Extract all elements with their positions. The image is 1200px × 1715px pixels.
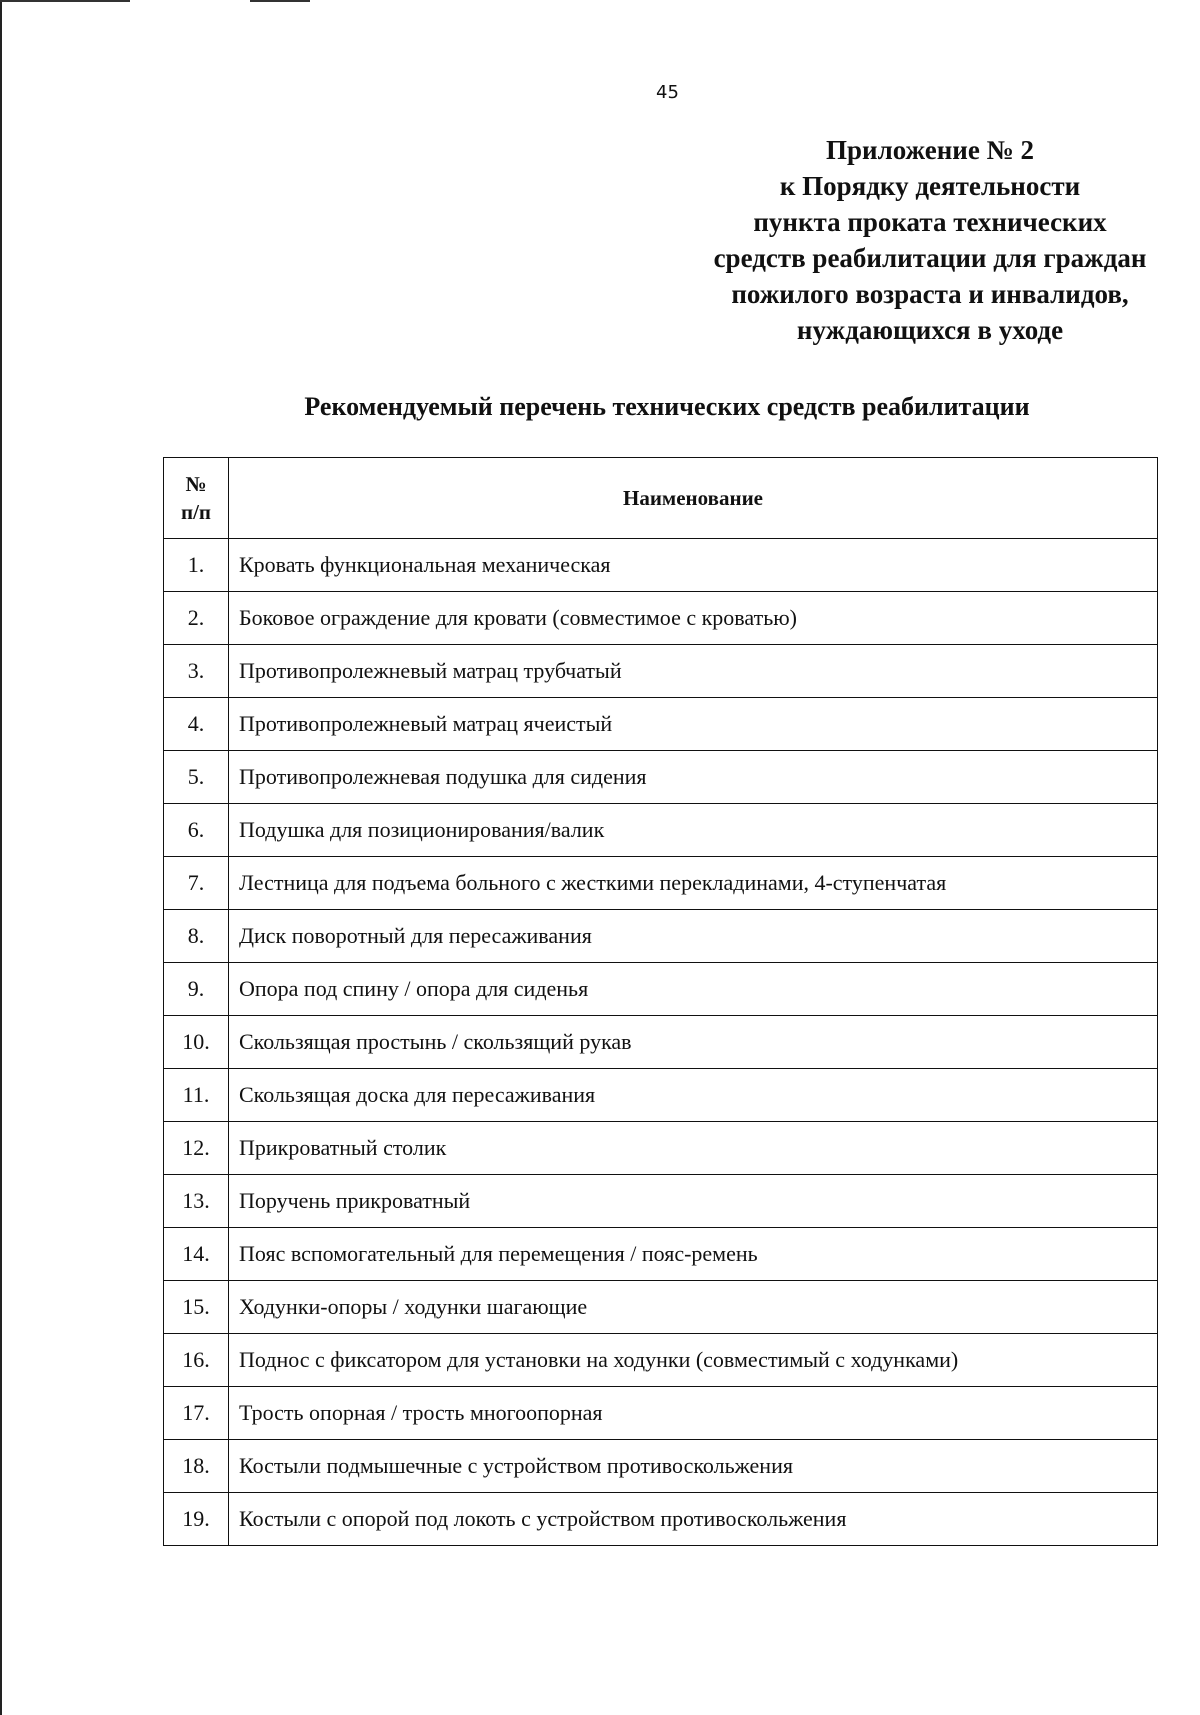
table-header-row <box>164 458 1158 539</box>
row-number: 16. <box>164 1334 229 1387</box>
row-number: 17. <box>164 1387 229 1440</box>
table-row <box>164 1387 1158 1440</box>
row-number: 8. <box>164 910 229 963</box>
row-name: Лестница для подъема больного с жесткими перекладинами, 4-ступенчатая <box>229 857 1158 910</box>
row-number: 10. <box>164 1016 229 1069</box>
table-row <box>164 1175 1158 1228</box>
row-name: Костыли подмышечные с устройством противоскольжения <box>229 1440 1158 1493</box>
row-number: 9. <box>164 963 229 1016</box>
row-number: 3. <box>164 645 229 698</box>
row-name: Трость опорная / трость многоопорная <box>229 1387 1158 1440</box>
row-name: Скользящая доска для пересаживания <box>229 1069 1158 1122</box>
table-row <box>164 1069 1158 1122</box>
row-name: Скользящая простынь / скользящий рукав <box>229 1016 1158 1069</box>
appendix-line: средств реабилитации для граждан <box>713 243 1147 273</box>
row-number: 19. <box>164 1493 229 1546</box>
row-name: Противопролежневый матрац трубчатый <box>229 645 1158 698</box>
page-number: 45 <box>656 82 679 103</box>
table-row <box>164 963 1158 1016</box>
appendix-header <box>680 132 1180 348</box>
number-abbrev: п/п <box>180 500 212 524</box>
appendix-line: нуждающихся в уходе <box>796 315 1064 345</box>
equipment-table <box>163 457 1158 1546</box>
table-row <box>164 751 1158 804</box>
appendix-line: к Порядку деятельности <box>779 171 1081 201</box>
row-name: Костыли с опорой под локоть с устройством противоскольжения <box>229 1493 1158 1546</box>
table-row <box>164 592 1158 645</box>
table-row <box>164 1493 1158 1546</box>
row-number: 2. <box>164 592 229 645</box>
row-name: Ходунки-опоры / ходунки шагающие <box>229 1281 1158 1334</box>
row-name: Противопролежневая подушка для сидения <box>229 751 1158 804</box>
row-number: 7. <box>164 857 229 910</box>
table-row <box>164 1334 1158 1387</box>
appendix-line: Приложение № 2 <box>826 135 1034 165</box>
row-number: 4. <box>164 698 229 751</box>
number-sign: № <box>185 472 207 496</box>
row-number: 14. <box>164 1228 229 1281</box>
table-row <box>164 1281 1158 1334</box>
column-header-number <box>164 458 229 539</box>
row-number: 1. <box>164 539 229 592</box>
scan-edge-left <box>0 0 2 1715</box>
row-name: Диск поворотный для пересаживания <box>229 910 1158 963</box>
row-name: Прикроватный столик <box>229 1122 1158 1175</box>
table-row <box>164 1440 1158 1493</box>
table-row <box>164 1122 1158 1175</box>
row-number: 11. <box>164 1069 229 1122</box>
row-number: 12. <box>164 1122 229 1175</box>
column-header-name: Наименование <box>229 458 1158 539</box>
table-row <box>164 1016 1158 1069</box>
appendix-line: пожилого возраста и инвалидов, <box>731 279 1129 309</box>
row-name: Поручень прикроватный <box>229 1175 1158 1228</box>
table-row <box>164 645 1158 698</box>
row-name: Подушка для позиционирования/валик <box>229 804 1158 857</box>
table-row <box>164 698 1158 751</box>
row-name: Поднос с фиксатором для установки на ходунки (совместимый с ходунками) <box>229 1334 1158 1387</box>
row-number: 13. <box>164 1175 229 1228</box>
table-row <box>164 1228 1158 1281</box>
appendix-line: пункта проката технических <box>753 207 1107 237</box>
row-name: Пояс вспомогательный для перемещения / пояс-ремень <box>229 1228 1158 1281</box>
row-name: Кровать функциональная механическая <box>229 539 1158 592</box>
table-row <box>164 804 1158 857</box>
row-number: 5. <box>164 751 229 804</box>
document-title: Рекомендуемый перечень технических средств реабилитации <box>304 392 1030 421</box>
table-row <box>164 539 1158 592</box>
row-number: 18. <box>164 1440 229 1493</box>
row-name: Опора под спину / опора для сиденья <box>229 963 1158 1016</box>
scan-edge-top <box>250 0 310 2</box>
row-name: Противопролежневый матрац ячеистый <box>229 698 1158 751</box>
row-number: 15. <box>164 1281 229 1334</box>
row-name: Боковое ограждение для кровати (совместимое с кроватью) <box>229 592 1158 645</box>
table-row <box>164 910 1158 963</box>
scan-edge-top <box>0 0 130 2</box>
row-number: 6. <box>164 804 229 857</box>
table-row <box>164 857 1158 910</box>
